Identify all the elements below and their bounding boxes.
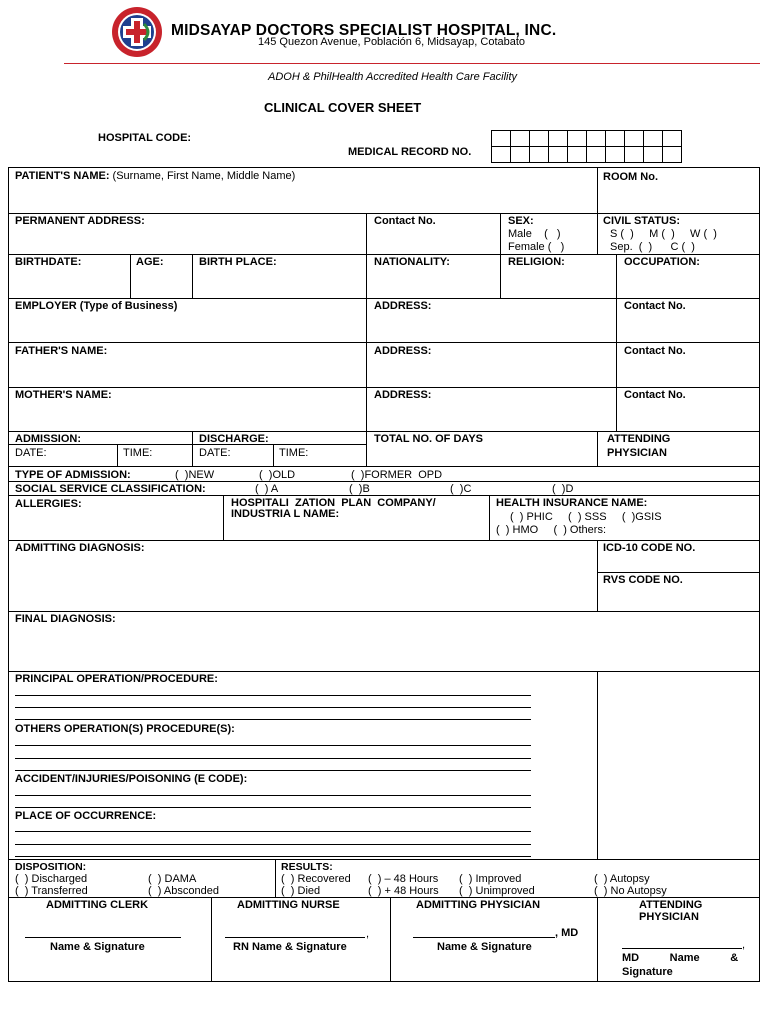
discharge-time-label: TIME: [279, 447, 309, 459]
res-plus48-option[interactable]: ( ) + 48 Hours [368, 885, 439, 897]
employer-label: EMPLOYER (Type of Business) [15, 300, 178, 312]
religion-label: RELIGION: [508, 256, 565, 268]
type-of-admission-label: TYPE OF ADMISSION: [15, 469, 131, 481]
clerk-name-signature: Name & Signature [50, 941, 145, 953]
discharge-date-label: DATE: [199, 447, 231, 459]
place-of-occurrence-label: PLACE OF OCCURRENCE: [15, 810, 157, 822]
physician-md-suffix: , MD [555, 927, 579, 939]
header-divider [64, 63, 760, 64]
res-autopsy-option[interactable]: ( ) Autopsy [594, 873, 650, 885]
results-label: RESULTS: [281, 861, 333, 873]
res-recovered-option[interactable]: ( ) Recovered [281, 873, 351, 885]
health-insurance-options-1[interactable]: ( ) PHIC ( ) SSS ( )GSIS [510, 511, 662, 523]
medical-record-label: MEDICAL RECORD NO. [348, 146, 472, 158]
attending-md-name: MD Name & [622, 952, 739, 964]
hospitalization-plan-label-2: INDUSTRIA L NAME: [231, 508, 340, 520]
admitting-diagnosis-label: ADMITTING DIAGNOSIS: [15, 542, 145, 554]
final-diagnosis-label: FINAL DIAGNOSIS: [15, 613, 116, 625]
res-no-autopsy-option[interactable]: ( ) No Autopsy [594, 885, 667, 897]
res-improved-option[interactable]: ( ) Improved [459, 873, 522, 885]
attending-physician-label-1: ATTENDING [607, 433, 671, 445]
form-title: CLINICAL COVER SHEET [264, 100, 422, 115]
toa-old-option[interactable]: ( )OLD [259, 469, 296, 481]
medical-record-grid[interactable] [491, 130, 681, 162]
admission-time-label: TIME: [123, 447, 153, 459]
hospital-code-label: HOSPITAL CODE: [98, 132, 192, 144]
civil-status-options-2[interactable]: Sep. ( ) C ( ) [610, 241, 695, 253]
sex-male-option[interactable]: Male ( ) [508, 228, 561, 240]
sex-female-option[interactable]: Female ( ) [508, 241, 565, 253]
civil-status-options-1[interactable]: S ( ) M ( ) W ( ) [610, 228, 717, 240]
disp-discharged-option[interactable]: ( ) Discharged [15, 873, 88, 885]
room-no-label: ROOM No. [603, 171, 658, 183]
discharge-label: DISCHARGE: [199, 433, 269, 445]
rvs-code-label: RVS CODE NO. [603, 574, 683, 586]
ss-d-option[interactable]: ( )D [552, 483, 574, 495]
employer-address-label: ADDRESS: [374, 300, 432, 312]
hospital-logo [104, 6, 170, 58]
permanent-address-label: PERMANENT ADDRESS: [15, 215, 145, 227]
toa-former-opd-option[interactable]: ( )FORMER OPD [351, 469, 443, 481]
ss-c-option[interactable]: ( )C [450, 483, 472, 495]
nurse-rn-signature: RN Name & Signature [233, 941, 347, 953]
employer-contact-label: Contact No. [624, 300, 686, 312]
disp-dama-option[interactable]: ( ) DAMA [148, 873, 197, 885]
physician-name-signature: Name & Signature [437, 941, 532, 953]
patient-name-label: PATIENT'S NAME: (Surname, First Name, Middle Name) [15, 170, 296, 182]
res-died-option[interactable]: ( ) Died [281, 885, 321, 897]
attending-physician-label-2: PHYSICIAN [607, 447, 667, 459]
birthdate-label: BIRTHDATE: [15, 256, 82, 268]
father-contact-label: Contact No. [624, 345, 686, 357]
admitting-physician-label: ADMITTING PHYSICIAN [416, 899, 541, 911]
res-minus48-option[interactable]: ( ) – 48 Hours [368, 873, 439, 885]
mother-contact-label: Contact No. [624, 389, 686, 401]
mothers-name-label: MOTHER'S NAME: [15, 389, 112, 401]
hospital-name: MIDSAYAP DOCTORS SPECIALIST HOSPITAL, INC. [171, 22, 557, 39]
hospital-address: 145 Quezon Avenue, Población 6, Midsayap, Cotabato [258, 36, 526, 48]
admitting-clerk-label: ADMITTING CLERK [46, 899, 149, 911]
mother-address-label: ADDRESS: [374, 389, 432, 401]
ss-a-option[interactable]: ( ) A [255, 483, 279, 495]
hospitalization-plan-label-1: HOSPITALI ZATION PLAN COMPANY/ [231, 497, 436, 509]
accident-label: ACCIDENT/INJURIES/POISONING (E CODE): [15, 773, 248, 785]
ss-b-option[interactable]: ( )B [349, 483, 370, 495]
fathers-name-label: FATHER'S NAME: [15, 345, 108, 357]
nationality-label: NATIONALITY: [374, 256, 450, 268]
disposition-label: DISPOSITION: [15, 861, 87, 873]
disp-transferred-option[interactable]: ( ) Transferred [15, 885, 88, 897]
admission-date-label: DATE: [15, 447, 47, 459]
age-label: AGE: [136, 256, 164, 268]
father-address-label: ADDRESS: [374, 345, 432, 357]
res-unimproved-option[interactable]: ( ) Unimproved [459, 885, 535, 897]
nurse-comma: , [366, 928, 370, 940]
birth-place-label: BIRTH PLACE: [199, 256, 277, 268]
accreditation-line: ADOH & PhilHealth Accredited Health Care Facility [268, 71, 518, 83]
admitting-nurse-label: ADMITTING NURSE [237, 899, 340, 911]
health-insurance-options-2[interactable]: ( ) HMO ( ) Others: [496, 524, 606, 536]
attending-sig-label-1: ATTENDING [639, 899, 703, 911]
attending-sig-label-2: PHYSICIAN [639, 911, 699, 923]
admission-label: ADMISSION: [15, 433, 81, 445]
sex-label: SEX: [508, 215, 534, 227]
disp-absconded-option[interactable]: ( ) Absconded [148, 885, 219, 897]
occupation-label: OCCUPATION: [624, 256, 700, 268]
contact-no-label: Contact No. [374, 215, 436, 227]
health-insurance-label: HEALTH INSURANCE NAME: [496, 497, 648, 509]
attending-comma: , [742, 939, 746, 951]
social-service-label: SOCIAL SERVICE CLASSIFICATION: [15, 483, 206, 495]
attending-signature: Signature [622, 966, 673, 978]
icd10-label: ICD-10 CODE NO. [603, 542, 696, 554]
principal-operation-label: PRINCIPAL OPERATION/PROCEDURE: [15, 673, 218, 685]
allergies-label: ALLERGIES: [15, 498, 82, 510]
total-days-label: TOTAL NO. OF DAYS [374, 433, 483, 445]
others-operation-label: OTHERS OPERATION(S) PROCEDURE(S): [15, 723, 235, 735]
civil-status-label: CIVIL STATUS: [603, 215, 680, 227]
toa-new-option[interactable]: ( )NEW [175, 469, 215, 481]
